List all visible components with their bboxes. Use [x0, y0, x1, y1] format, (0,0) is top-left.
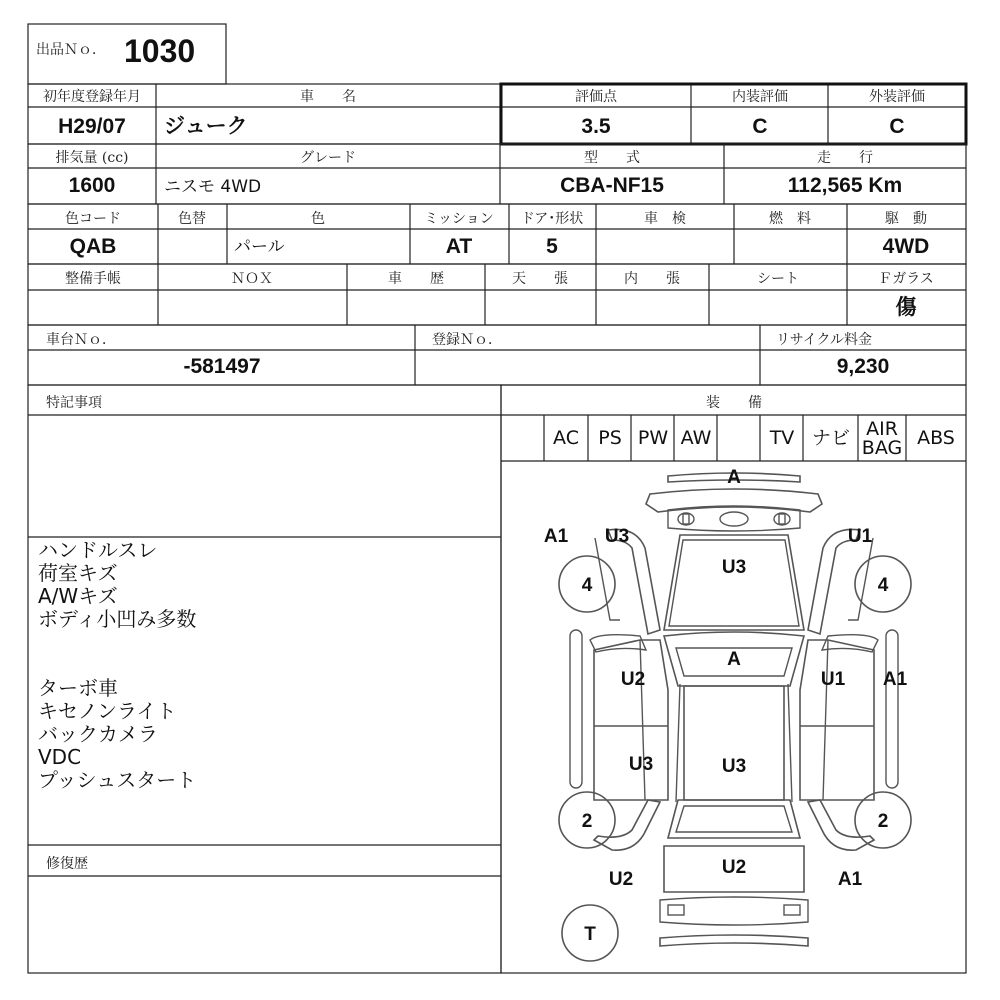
damage-mark-front-left-fender: U3 — [604, 526, 630, 547]
registration-number-label: 登録Ｎｏ． — [432, 332, 502, 348]
nox-label: ＮＯＸ — [231, 271, 273, 287]
door-trim-label: 内 張 — [624, 271, 680, 287]
equipment-pw: PW — [637, 427, 669, 449]
doors-shape-label: ドア･形状 — [520, 211, 584, 227]
remark-line: ターボ車 — [38, 676, 118, 700]
damage-mark-front-left-corner: A1 — [543, 526, 569, 547]
equipment-tv: TV — [769, 427, 795, 449]
exterior-grade-label: 外装評価 — [869, 89, 925, 105]
windshield-value: 傷 — [895, 296, 917, 319]
service-book-label: 整備手帳 — [65, 271, 121, 287]
damage-mark-rear-gate: U2 — [721, 857, 747, 878]
equipment-abs: ABS — [917, 427, 955, 449]
exterior-grade-value: C — [889, 115, 905, 138]
damage-mark-rear-right-quarter: A1 — [837, 869, 863, 890]
fuel-label: 燃 料 — [769, 211, 811, 227]
remark-line: 荷室キズ — [38, 561, 118, 585]
grade-label: グレード — [300, 150, 356, 166]
damage-mark-rear-right-wheel: 2 — [877, 811, 889, 832]
color-label: 色 — [311, 211, 325, 227]
grade-value: ニスモ 4WD — [164, 177, 262, 197]
equipment-ac: AC — [553, 427, 579, 449]
inspection-label: 車 検 — [644, 211, 686, 227]
lot-number-value: 1030 — [124, 33, 196, 69]
remark-line: A/Wキズ — [38, 584, 118, 608]
damage-mark-left-front-door: U2 — [620, 669, 646, 690]
model-code-value: CBA-NF15 — [560, 174, 664, 197]
equipment-airbag: AIR BAG — [861, 418, 903, 459]
chassis-number-label: 車台Ｎｏ． — [46, 332, 116, 348]
drive-value: 4WD — [882, 235, 930, 258]
damage-mark-left-rear-door: U3 — [628, 754, 654, 775]
row-5 — [28, 325, 966, 385]
interior-grade-value: C — [752, 115, 768, 138]
damage-mark-rear-left-quarter: U2 — [608, 869, 634, 890]
recycle-fee-label: リサイクル料金 — [776, 332, 873, 348]
history-label: 車 歴 — [388, 271, 444, 287]
damage-mark-front-right-wheel: 4 — [877, 575, 889, 596]
score-label: 評価点 — [575, 89, 617, 105]
lot-number-label: 出品Ｎｏ． — [36, 42, 106, 58]
car-name-value: ジューク — [164, 115, 248, 138]
drive-label: 駆 動 — [885, 211, 927, 227]
remarks-lines — [38, 538, 196, 792]
seat-label: シート — [757, 271, 799, 287]
first-registration-value: H29/07 — [58, 115, 126, 138]
transmission-value: AT — [445, 235, 473, 258]
headliner-label: 天 張 — [512, 271, 568, 287]
interior-grade-label: 内装評価 — [732, 89, 788, 105]
damage-mark-roof: U3 — [721, 756, 747, 777]
equipment-label: 装 備 — [706, 395, 762, 411]
remark-line: キセノンライト — [38, 699, 177, 723]
damage-marks — [544, 467, 908, 945]
remarks-section — [28, 385, 501, 973]
mileage-label: 走 行 — [817, 150, 873, 166]
damage-mark-right-front-door: U1 — [820, 669, 846, 690]
windshield-label: Ｆガラス — [878, 271, 934, 287]
score-value: 3.5 — [581, 115, 611, 138]
first-registration-label: 初年度登録年月 — [43, 89, 141, 105]
color-code-value: QAB — [69, 235, 117, 258]
car-name-label: 車 名 — [300, 89, 356, 105]
equipment-ps: PS — [598, 427, 622, 449]
displacement-value: 1600 — [68, 174, 116, 197]
damage-mark-windshield: A — [727, 649, 741, 670]
damage-mark-front-right-fender: U1 — [847, 526, 873, 547]
recycle-fee-value: 9,230 — [836, 355, 890, 378]
color-code-label: 色コード — [65, 211, 121, 227]
remark-line: プッシュスタート — [38, 768, 197, 792]
displacement-label: 排気量 (cc) — [55, 150, 129, 166]
damage-mark-hood: U3 — [721, 557, 747, 578]
color-change-label: 色替 — [178, 211, 206, 227]
model-code-label: 型 式 — [584, 150, 640, 166]
remarks-label: 特記事項 — [46, 395, 102, 411]
remark-line: バックカメラ — [38, 722, 158, 746]
remark-line: ボディ小凹み多数 — [38, 607, 197, 631]
damage-mark-front-left-wheel: 4 — [581, 575, 593, 596]
color-value: パール — [234, 237, 285, 257]
damage-mark-right-rocker: A1 — [882, 669, 908, 690]
equipment-navi: ナビ — [811, 427, 851, 449]
row-4 — [28, 264, 966, 325]
chassis-number-value: -581497 — [183, 355, 261, 378]
row-2 — [28, 144, 966, 204]
row-3 — [28, 204, 966, 264]
lot-number-box — [28, 24, 226, 84]
remark-line: ハンドルスレ — [38, 538, 158, 562]
transmission-label: ミッション — [424, 211, 494, 227]
repair-history-label: 修復歴 — [46, 856, 88, 872]
mileage-value: 112,565 Km — [787, 174, 903, 197]
damage-mark-front-bumper: A — [727, 467, 741, 488]
row-1 — [28, 84, 966, 144]
damage-mark-spare-tire: T — [584, 924, 596, 945]
damage-mark-rear-left-wheel: 2 — [581, 811, 593, 832]
remark-line: VDC — [38, 745, 82, 769]
equipment-aw: AW — [680, 427, 712, 449]
doors-value: 5 — [546, 235, 558, 258]
